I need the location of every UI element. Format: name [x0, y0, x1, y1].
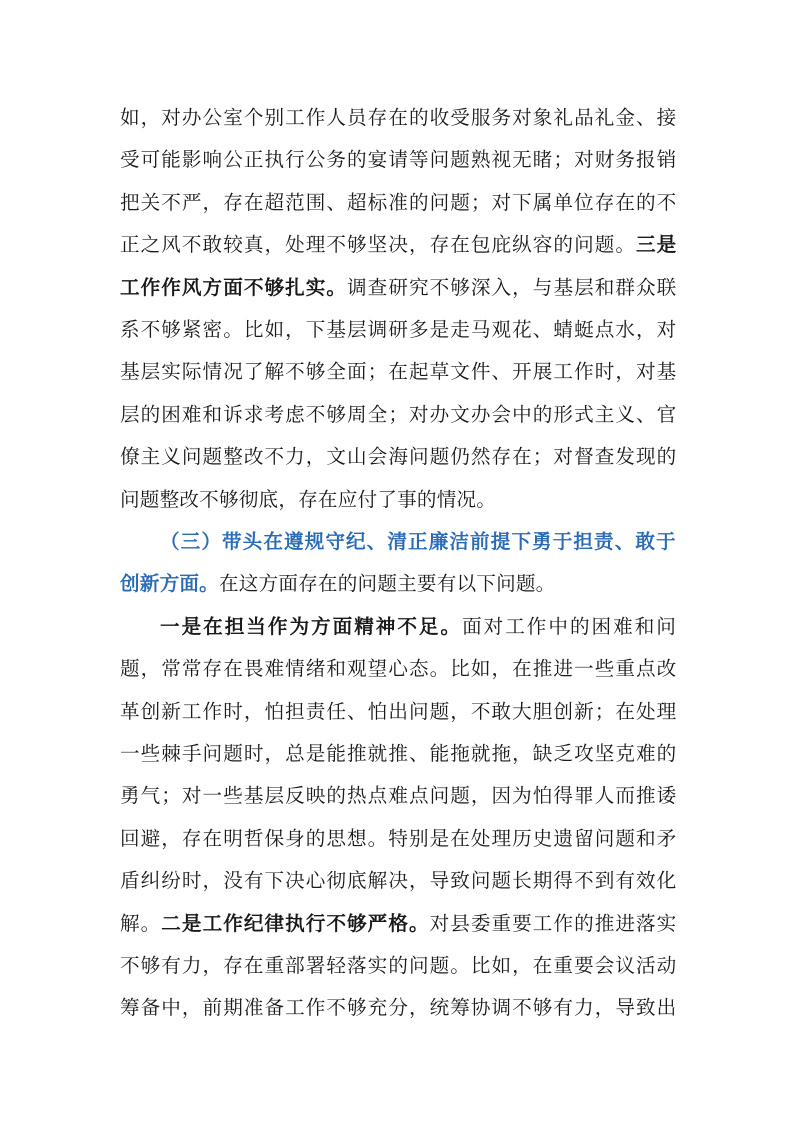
- text-segment: 正之风不敢较真，处理不够坚决，存在包庇纵容的问题。: [120, 233, 636, 257]
- text-line: [120, 182, 677, 224]
- text-line: [120, 987, 677, 1029]
- text-line: [120, 224, 677, 266]
- text-line: [120, 903, 677, 945]
- text-line: [160, 606, 678, 648]
- text-line: [120, 436, 677, 478]
- emphasis-text: 工作作风方面不够扎实。: [120, 275, 348, 299]
- text-segment: 革创新工作时，怕担责任、怕出问题，不敢大胆创新；在处理: [120, 699, 678, 723]
- text-line: [120, 309, 677, 351]
- text-segment: 筹备中，前期准备工作不够充分，统筹协调不够有力，导致出: [120, 996, 678, 1020]
- text-line: [120, 733, 677, 775]
- text-line: [120, 775, 677, 817]
- text-segment: 不够有力，存在重部署轻落实的问题。比如，在重要会议活动: [120, 954, 678, 977]
- text-line: [120, 648, 677, 690]
- text-segment: 盾纠纷时，没有下决心彻底解决，导致问题长期得不到有效化: [120, 869, 678, 893]
- emphasis-text: 一是: [160, 614, 204, 638]
- text-line: [120, 139, 677, 181]
- text-line: [120, 97, 677, 139]
- text-segment: 层的困难和诉求考虑不够周全；对办文办会中的形式主义、官: [120, 402, 678, 426]
- section-heading: 创新方面。: [120, 572, 219, 596]
- text-line: [160, 521, 677, 563]
- section-heading: （三）带头在遵规守纪、清正廉洁前提下勇于担责、敢于: [160, 530, 677, 553]
- text-segment: 回避，存在明哲保身的思想。特别是在处理历史遗留问题和矛: [120, 826, 678, 850]
- text-line: [120, 394, 677, 436]
- text-segment: 基层实际情况了解不够全面；在起草文件、开展工作时，对基: [120, 360, 678, 384]
- text-segment: 调查研究不够深入，与基层和群众联: [347, 275, 678, 299]
- text-line: [120, 351, 677, 393]
- text-segment: 受可能影响公正执行公务的宴请等问题熟视无睹；对财务报销: [120, 148, 678, 172]
- text-segment: 僚主义问题整改不力，文山会海问题仍然存在；对督查发现的: [120, 445, 678, 469]
- text-segment: 问题整改不够彻底，存在应付了事的情况。: [120, 487, 497, 511]
- emphasis-text: 二是: [161, 911, 203, 935]
- text-line: [120, 563, 555, 605]
- text-line: [120, 479, 496, 521]
- text-segment: 如，对办公室个别工作人员存在的收受服务对象礼品礼金、接: [120, 106, 678, 129]
- emphasis-text: 三是: [636, 233, 678, 257]
- text-line: [120, 691, 677, 733]
- text-segment: 题，常常存在畏难情绪和观望心态。比如，在推进一些重点改: [120, 657, 678, 681]
- emphasis-text: 工作纪律执行不够严格。: [202, 911, 430, 935]
- text-segment: 对县委重要工作的推进落实: [429, 911, 678, 935]
- text-segment: 勇气；对一些基层反映的热点难点问题，因为怕得罪人而推诿: [120, 784, 678, 808]
- text-line: [120, 945, 677, 987]
- text-segment: 一些棘手问题时，总是能推就推、能拖就拖，缺乏攻坚克难的: [120, 742, 678, 765]
- text-segment: 在这方面存在的问题主要有以下问题。: [218, 572, 556, 596]
- text-line: [120, 267, 677, 309]
- text-segment: 系不够紧密。比如，下基层调研多是走马观花、蜻蜓点水，对: [120, 318, 678, 341]
- text-segment: 面对工作中的困难和问: [462, 614, 678, 638]
- text-line: [120, 818, 677, 860]
- text-segment: 解。: [120, 911, 162, 935]
- emphasis-text: 在担当作为方面精神不足。: [203, 614, 463, 638]
- text-segment: 把关不严，存在超范围、超标准的问题；对下属单位存在的不: [120, 190, 678, 214]
- text-line: [120, 860, 677, 902]
